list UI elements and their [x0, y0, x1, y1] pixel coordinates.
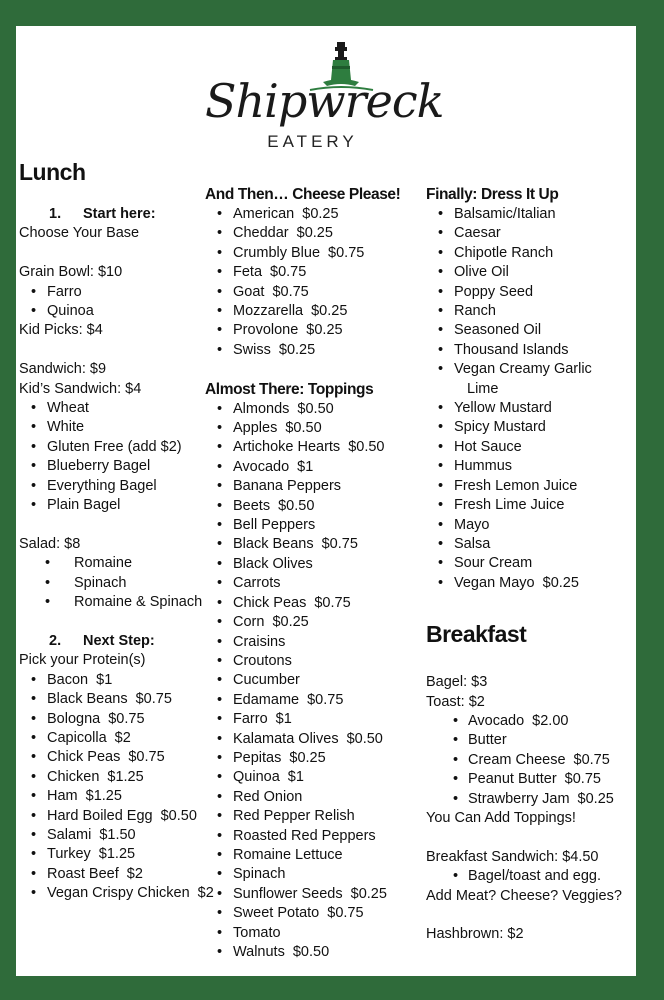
list-item — [19, 477, 214, 496]
list-item — [205, 477, 400, 496]
cheese-toppings-column — [205, 185, 400, 962]
item-name: Provolone — [233, 322, 299, 339]
list-item — [205, 594, 400, 613]
dressing-heading: Finally: Dress It Up — [426, 186, 559, 203]
list-item — [205, 691, 400, 710]
list-item — [205, 865, 400, 884]
list-item — [19, 748, 214, 767]
list-item — [426, 283, 622, 302]
list-item — [205, 904, 400, 923]
item-name: Feta — [233, 264, 263, 281]
choose-base-label: Choose Your Base — [19, 225, 140, 242]
list-item — [19, 845, 214, 864]
item-name: Mayo — [454, 516, 490, 533]
list-item — [205, 263, 400, 282]
item-price: $0.75 — [128, 749, 165, 766]
item-price: $0.75 — [270, 264, 307, 281]
list-item — [205, 497, 400, 516]
item-price: $0.25 — [350, 885, 387, 902]
item-price: $0.25 — [296, 225, 333, 242]
item-name: Salsa — [454, 535, 491, 552]
list-item — [426, 224, 622, 243]
list-item — [205, 671, 400, 690]
list-item — [205, 341, 400, 360]
item-price: $2 — [126, 865, 143, 882]
list-item — [205, 652, 400, 671]
item-price: $0.25 — [542, 574, 579, 591]
item-price: $1.25 — [85, 788, 122, 805]
list-item — [19, 457, 214, 476]
list-item — [426, 399, 622, 418]
list-item — [426, 418, 622, 437]
breakfast-sandwich-list — [426, 867, 622, 886]
list-item — [205, 807, 400, 826]
step-label: Start here: — [83, 206, 156, 222]
item-name: Corn — [233, 614, 265, 631]
pick-protein-label: Pick your Protein(s) — [19, 652, 146, 669]
list-item — [205, 419, 400, 438]
item-price: $0.50 — [285, 420, 322, 437]
item-name: Almonds — [233, 400, 290, 417]
item-name: Peanut Butter — [468, 771, 557, 788]
step-1-heading — [19, 205, 214, 224]
item-name: Bologna — [47, 710, 101, 727]
list-item — [426, 205, 622, 224]
item-name: Strawberry Jam — [468, 790, 570, 807]
item-name: Tomato — [233, 924, 281, 941]
hashbrown-price: Hashbrown: $2 — [426, 926, 524, 943]
item-name: Yellow Mustard — [454, 400, 552, 417]
list-item — [426, 380, 622, 399]
item-price: $1 — [287, 769, 304, 786]
kids-sandwich-price: Kid’s Sandwich: $4 — [19, 380, 142, 397]
salad-price: Salad: $8 — [19, 535, 81, 552]
lunch-column — [19, 157, 214, 904]
list-item — [19, 283, 214, 302]
item-price: $0.25 — [272, 614, 309, 631]
item-price: $0.25 — [577, 790, 614, 807]
list-item — [426, 477, 622, 496]
list-item — [426, 770, 622, 789]
list-item — [426, 496, 622, 515]
item-name: Chipotle Ranch — [454, 244, 554, 261]
item-name: Quinoa — [233, 769, 280, 786]
item-name: Mozzarella — [233, 303, 304, 320]
item-price: $0.25 — [278, 341, 316, 358]
item-name: Hot Sauce — [454, 438, 522, 455]
list-item — [205, 224, 400, 243]
list-item — [19, 807, 214, 826]
item-price: $0.75 — [108, 710, 145, 727]
list-item — [19, 302, 214, 321]
list-item — [426, 867, 622, 886]
item-name: Salami — [47, 826, 92, 843]
item-price: $1 — [96, 671, 113, 688]
item-price: $0.50 — [348, 439, 385, 456]
item-name: Crumbly Blue — [233, 244, 321, 261]
list-item — [426, 360, 622, 379]
spread-list — [426, 712, 622, 809]
list-item — [426, 574, 622, 593]
item-name: Fresh Lime Juice — [454, 497, 565, 514]
list-item — [426, 535, 622, 554]
item-name: Swiss — [233, 341, 271, 358]
item-name: Artichoke Hearts — [233, 439, 341, 456]
list-item — [19, 710, 214, 729]
item-name: Hard Boiled Egg — [47, 807, 153, 824]
step-number: 1. — [49, 206, 62, 222]
list-item — [426, 457, 622, 476]
item-name: Vegan Crispy Chicken — [47, 885, 190, 902]
list-item — [205, 885, 400, 904]
item-price: $0.25 — [306, 322, 343, 339]
item-price: $0.75 — [314, 594, 351, 611]
list-item — [19, 574, 214, 593]
item-name: Chick Peas — [233, 594, 307, 611]
list-item — [205, 633, 400, 652]
step-2-heading — [19, 632, 214, 651]
item-price: $1 — [275, 711, 292, 728]
item-name: Black Beans — [47, 691, 128, 708]
list-item — [19, 865, 214, 884]
list-item — [205, 768, 400, 787]
list-item — [205, 535, 400, 554]
item-name: Lime — [467, 380, 499, 397]
item-name: Vegan Mayo — [454, 574, 535, 591]
item-name: Blueberry Bagel — [47, 458, 151, 475]
list-item — [426, 790, 622, 809]
list-item — [426, 263, 622, 282]
item-name: Ranch — [454, 303, 496, 320]
item-price: $0.75 — [573, 751, 610, 768]
item-name: Butter — [468, 732, 507, 749]
bagel-price: Bagel: $3 — [426, 674, 488, 691]
list-item — [19, 593, 214, 612]
step-number: 2. — [49, 632, 62, 649]
step-label: Next Step: — [83, 632, 155, 649]
toppings-list — [205, 400, 400, 963]
item-name: Everything Bagel — [47, 477, 157, 494]
lunch-title: Lunch — [19, 159, 86, 185]
bread-list — [19, 399, 214, 515]
item-name: Kalamata Olives — [233, 730, 339, 747]
item-name: Poppy Seed — [454, 283, 534, 300]
item-price: $0.25 — [289, 749, 326, 766]
item-price: $0.75 — [272, 283, 309, 300]
toast-price: Toast: $2 — [426, 693, 485, 710]
breakfast-title: Breakfast — [426, 621, 527, 648]
item-name: Avocado — [233, 458, 290, 475]
item-price: $2 — [114, 729, 131, 746]
add-toppings-note: You Can Add Toppings! — [426, 809, 576, 826]
list-item — [205, 302, 400, 321]
list-item — [205, 574, 400, 593]
item-name: Goat — [233, 283, 265, 300]
list-item — [205, 516, 400, 535]
item-name: Sour Cream — [454, 555, 533, 572]
list-item — [19, 438, 214, 457]
item-name: Bagel/toast and egg. — [468, 868, 602, 885]
list-item — [426, 244, 622, 263]
list-item — [19, 690, 214, 709]
list-item — [426, 438, 622, 457]
list-item — [19, 768, 214, 787]
item-price: $0.25 — [302, 206, 339, 222]
cheese-list — [205, 205, 400, 360]
item-name: Gluten Free (add $2) — [47, 438, 182, 455]
item-name: Spinach — [233, 866, 286, 883]
list-item — [205, 710, 400, 729]
item-name: Farro — [47, 283, 82, 300]
item-name: Cream Cheese — [468, 751, 566, 768]
list-item — [205, 555, 400, 574]
item-price: $2 — [197, 885, 214, 902]
item-name: Avocado — [468, 712, 525, 729]
item-name: Plain Bagel — [47, 497, 121, 514]
item-name: Seasoned Oil — [454, 322, 542, 339]
list-item — [205, 613, 400, 632]
list-item — [205, 438, 400, 457]
list-item — [205, 730, 400, 749]
list-item — [205, 846, 400, 865]
list-item — [426, 321, 622, 340]
list-item — [426, 731, 622, 750]
list-item — [205, 205, 400, 224]
item-name: Roasted Red Peppers — [233, 827, 376, 844]
list-item — [426, 554, 622, 573]
item-name: Bacon — [47, 671, 89, 688]
list-item — [19, 554, 214, 573]
item-name: Roast Beef — [47, 865, 119, 882]
item-price: $0.50 — [160, 807, 197, 824]
item-price: $1.25 — [107, 768, 144, 785]
item-name: Capicolla — [47, 729, 107, 746]
list-item — [19, 884, 214, 903]
list-item — [19, 671, 214, 690]
item-name: Red Pepper Relish — [233, 808, 355, 825]
item-price: $0.75 — [307, 691, 344, 708]
list-item — [205, 749, 400, 768]
salad-list — [19, 554, 214, 612]
sandwich-price: Sandwich: $9 — [19, 361, 107, 378]
list-item — [205, 943, 400, 962]
item-name: Black Beans — [233, 536, 314, 553]
item-price: $0.75 — [328, 244, 365, 261]
item-price: $0.75 — [321, 536, 358, 553]
item-name: Beets — [233, 497, 271, 514]
item-price: $2.00 — [532, 712, 569, 729]
item-name: Chick Peas — [47, 749, 121, 766]
list-item — [205, 788, 400, 807]
item-name: Hummus — [454, 458, 513, 475]
list-item — [205, 283, 400, 302]
toppings-heading: Almost There: Toppings — [205, 380, 374, 398]
item-name: Chicken — [47, 768, 100, 785]
item-name: Vegan Creamy Garlic — [454, 361, 592, 378]
item-name: American — [233, 206, 295, 222]
item-price: $1.50 — [99, 826, 136, 843]
item-name: Farro — [233, 711, 268, 728]
list-item — [426, 341, 622, 360]
item-name: Turkey — [47, 846, 91, 863]
item-name: Quinoa — [47, 303, 94, 320]
item-name: Apples — [233, 420, 278, 437]
list-item — [19, 729, 214, 748]
item-name: Croutons — [233, 652, 292, 669]
logo-subtitle: EATERY — [267, 132, 358, 151]
item-price: $0.75 — [327, 905, 364, 922]
list-item — [205, 458, 400, 477]
list-item — [426, 751, 622, 770]
grain-bowl-price: Grain Bowl: $10 — [19, 264, 123, 281]
item-name: Cucumber — [233, 672, 300, 689]
item-name: Romaine — [74, 555, 133, 572]
item-name: Spinach — [74, 574, 127, 591]
grain-list — [19, 283, 214, 322]
breakfast-sandwich-price: Breakfast Sandwich: $4.50 — [426, 848, 599, 865]
item-price: $0.75 — [135, 691, 172, 708]
item-name: Carrots — [233, 575, 281, 592]
item-name: Spicy Mustard — [454, 419, 546, 436]
item-name: Fresh Lemon Juice — [454, 477, 578, 494]
dressing-list — [426, 205, 622, 593]
list-item — [205, 400, 400, 419]
item-name: Romaine Lettuce — [233, 846, 343, 863]
item-name: Olive Oil — [454, 264, 509, 281]
dressing-breakfast-column — [426, 185, 622, 945]
item-name: Wheat — [47, 400, 89, 417]
item-name: Cheddar — [233, 225, 289, 242]
item-name: White — [47, 419, 85, 436]
item-name: Edamame — [233, 691, 300, 708]
item-price: $0.50 — [346, 730, 383, 747]
item-name: Black Olives — [233, 555, 313, 572]
item-name: Walnuts — [233, 944, 285, 961]
add-more-note: Add Meat? Cheese? Veggies? — [426, 887, 622, 904]
item-name: Romaine & Spinach — [74, 594, 203, 611]
kid-picks-price: Kid Picks: $4 — [19, 322, 103, 339]
item-name: Balsamic/Italian — [454, 206, 556, 222]
item-name: Thousand Islands — [454, 341, 569, 358]
list-item — [19, 826, 214, 845]
item-price: $0.50 — [292, 944, 330, 961]
protein-list — [19, 671, 214, 904]
item-price: $1 — [297, 458, 314, 475]
item-name: Pepitas — [233, 749, 282, 766]
list-item — [19, 496, 214, 515]
item-name: Red Onion — [233, 788, 303, 805]
item-price: $0.25 — [311, 303, 348, 320]
list-item — [205, 321, 400, 340]
list-item — [19, 418, 214, 437]
item-name: Sunflower Seeds — [233, 885, 343, 902]
list-item — [205, 924, 400, 943]
item-price: $0.75 — [564, 771, 601, 788]
list-item — [426, 712, 622, 731]
list-item — [205, 827, 400, 846]
list-item — [205, 244, 400, 263]
shipwreck-logo — [205, 40, 444, 160]
item-name: Sweet Potato — [233, 905, 320, 922]
item-price: $0.50 — [297, 400, 334, 417]
item-name: Craisins — [233, 633, 286, 650]
item-price: $1.25 — [98, 846, 136, 863]
item-name: Caesar — [454, 225, 501, 242]
list-item — [19, 787, 214, 806]
item-price: $0.50 — [278, 497, 315, 514]
list-item — [19, 399, 214, 418]
cheese-heading: And Then… Cheese Please! — [205, 186, 401, 203]
item-name: Bell Peppers — [233, 517, 316, 534]
list-item — [426, 516, 622, 535]
list-item — [426, 302, 622, 321]
item-name: Banana Peppers — [233, 478, 342, 495]
item-name: Ham — [47, 788, 78, 805]
logo-wordmark: Shipwreck — [205, 74, 444, 128]
